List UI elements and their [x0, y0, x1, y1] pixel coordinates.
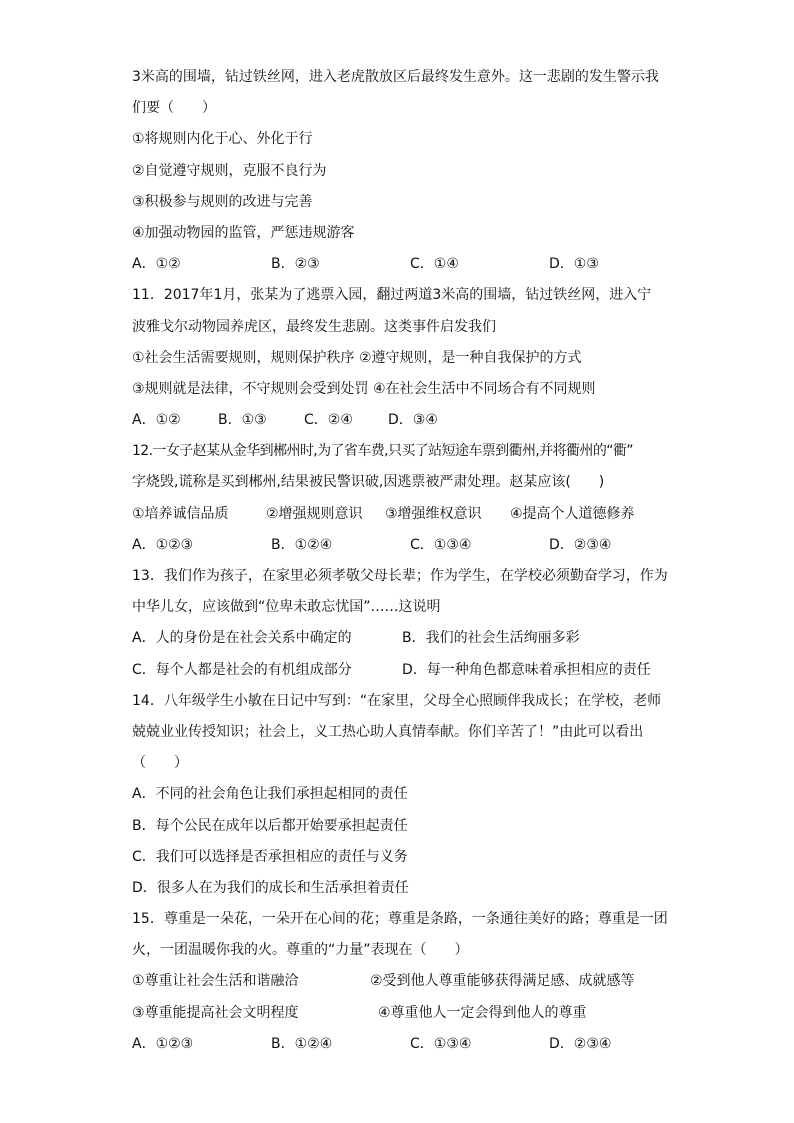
q12-option-c[interactable]: C．①③④	[410, 536, 472, 553]
q11-stem-line-2: 波雅戈尔动物园养虎区，最终发生悲剧。这类事件启发我们	[132, 318, 496, 335]
q13-options-row-2	[132, 655, 672, 686]
q13-options-row-1	[132, 623, 672, 654]
q13-option-a[interactable]: A．人的身份是在社会关系中确定的	[132, 630, 352, 647]
q15-statement-4: ④尊重他人一定会得到他人的尊重	[378, 1004, 587, 1021]
q10-stem-line-2: 们要（ ）	[132, 100, 216, 117]
q11-option-a[interactable]: A．①②	[132, 412, 181, 429]
q12-stem-line-2: 字烧毁,谎称是买到郴州,结果被民警识破,因逃票被严肃处理。赵某应该( )	[132, 474, 605, 491]
q13-stem-line-1: 13．我们作为孩子，在家里必须孝敬父母长辈；作为学生，在学校必须勤奋学习，作为	[132, 568, 668, 584]
q15-option-a[interactable]: A．①②③	[132, 1035, 194, 1052]
q11-option-b[interactable]: B．①③	[218, 412, 267, 429]
q15-statement-3: ③尊重能提高社会文明程度	[132, 1004, 299, 1021]
q15-options	[132, 1029, 672, 1060]
q10-option-c[interactable]: C．①④	[410, 256, 459, 273]
q15-option-b[interactable]: B．①②④	[271, 1035, 333, 1052]
q15-statement-1: ①尊重让社会生活和谐融洽	[132, 973, 299, 990]
q11-options	[132, 405, 672, 436]
q10-statement-4: ④加强动物园的监管，严惩违规游客	[132, 224, 355, 241]
q11-statements-line-2: ③规则就是法律，不守规则会受到处罚 ④在社会生活中不同场合有不同规则	[132, 380, 596, 397]
q15-statements-row-2	[132, 998, 672, 1029]
q12-option-d[interactable]: D．②③④	[549, 536, 612, 553]
q14-stem-line-3: （ ）	[132, 755, 188, 772]
q13-option-d[interactable]: D．每一种角色都意味着承担相应的责任	[402, 661, 651, 678]
q14-option-d[interactable]: D．很多人在为我们的成长和生活承担着责任	[132, 879, 409, 896]
exam-page	[132, 62, 672, 1060]
q14-option-b[interactable]: B．每个公民在成年以后都开始要承担起责任	[132, 817, 408, 834]
q12-options	[132, 530, 672, 561]
q13-option-c[interactable]: C．每个人都是社会的有机组成部分	[132, 661, 352, 678]
q12-statement-3: ③增强维权意识	[385, 505, 482, 522]
q15-stem-line-1: 15．尊重是一朵花，一朵开在心间的花；尊重是条路，一条通往美好的路；尊重是一团	[132, 911, 668, 928]
q14-option-a[interactable]: A．不同的社会角色让我们承担起相同的责任	[132, 786, 408, 803]
q15-statements-row-1	[132, 966, 672, 997]
q12-stem-line-1: 12.一女子赵某从金华到郴州时,为了省车费,只买了站短途车票到衢州,并将衢州的“衢”	[132, 443, 633, 460]
q10-statement-1: ①将规则内化于心、外化于行	[132, 131, 313, 148]
q10-option-a[interactable]: A．①②	[132, 256, 181, 273]
q13-stem-line-2: 中华儿女，应该做到“位卑未敢忘忧国”……这说明	[132, 599, 441, 616]
q10-option-d[interactable]: D．①③	[549, 256, 599, 273]
q10-option-b[interactable]: B．②③	[271, 256, 320, 273]
q10-statement-2: ②自觉遵守规则，克服不良行为	[132, 162, 327, 179]
q12-statement-2: ②增强规则意识	[266, 505, 363, 522]
q11-statements-line-1: ①社会生活需要规则，规则保护秩序 ②遵守规则，是一种自我保护的方式	[132, 349, 582, 366]
q14-option-c[interactable]: C．我们可以选择是否承担相应的责任与义务	[132, 848, 408, 865]
q12-option-a[interactable]: A．①②③	[132, 536, 194, 553]
q12-statement-4: ④提高个人道德修养	[510, 505, 635, 522]
q15-stem-line-2: 火，一团温暖你我的火。尊重的“力量”表现在（ ）	[132, 942, 469, 959]
q12-statements	[132, 499, 672, 530]
q15-statement-2: ②受到他人尊重能够获得满足感、成就感等	[370, 973, 635, 990]
q10-options	[132, 249, 672, 280]
q11-option-c[interactable]: C．②④	[304, 412, 353, 429]
q11-option-d[interactable]: D．③④	[388, 412, 438, 429]
q10-stem-line-1: 3米高的围墙，钻过铁丝网，进入老虎散放区后最终发生意外。这一悲剧的发生警示我	[132, 69, 659, 85]
q12-option-b[interactable]: B．①②④	[271, 536, 333, 553]
q15-option-c[interactable]: C．①③④	[410, 1035, 472, 1052]
q12-statement-1: ①培养诚信品质	[132, 505, 229, 522]
q15-option-d[interactable]: D．②③④	[549, 1035, 612, 1052]
q10-statement-3: ③积极参与规则的改进与完善	[132, 193, 313, 210]
q13-option-b[interactable]: B．我们的社会生活绚丽多彩	[402, 630, 580, 647]
q14-stem-line-1: 14．八年级学生小敏在日记中写到：“在家里，父母全心照顾伴我成长；在学校，老师	[132, 692, 662, 709]
q14-stem-line-2: 兢兢业业传授知识；社会上，义工热心助人真情奉献。你们辛苦了！”由此可以看出	[132, 723, 644, 740]
q11-stem-line-1: 11．2017年1月，张某为了逃票入园，翻过两道3米高的围墙，钻过铁丝网，进入宁	[132, 287, 652, 304]
